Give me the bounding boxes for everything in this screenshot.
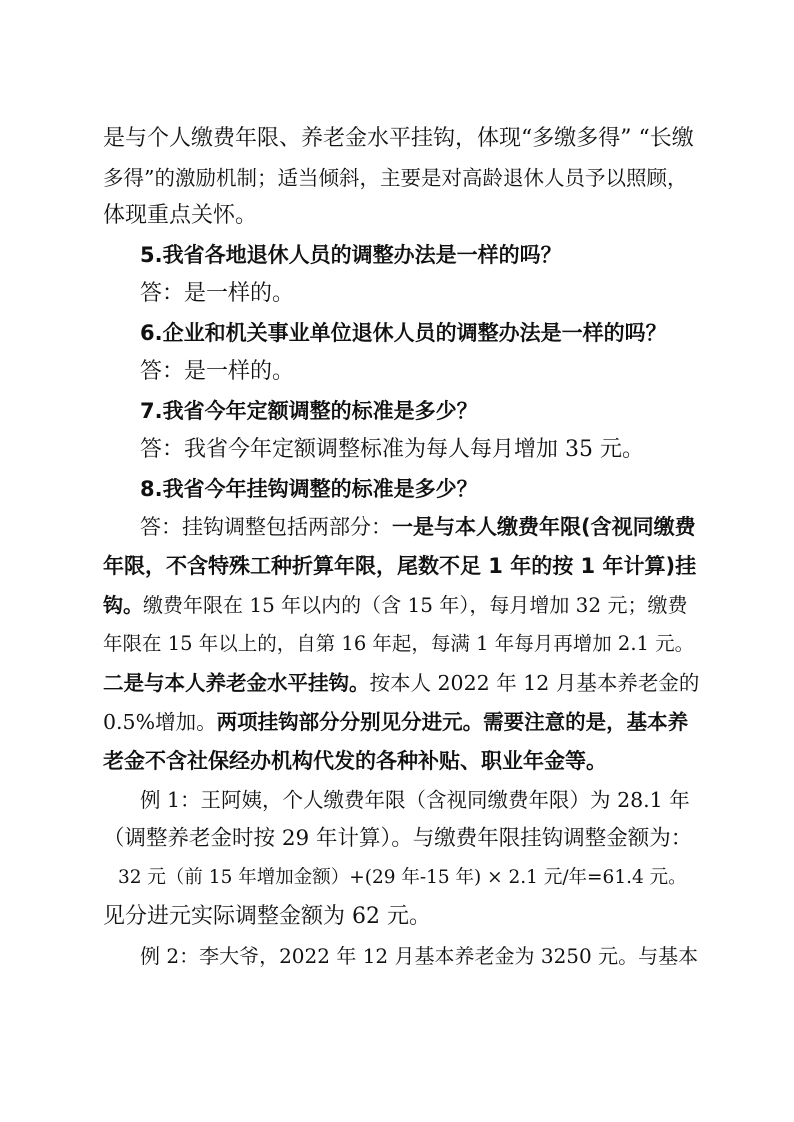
example-1-line: 例 1：王阿姨，个人缴费年限（含视同缴费年限）为 28.1 年: [140, 788, 690, 812]
example-1-line: （调整养老金时按 29 年计算）。与缴费年限挂钩调整金额为：: [103, 826, 693, 851]
example-2-line: 例 2：李大爷，2022 年 12 月基本养老金为 3250 元。与基本: [140, 944, 699, 968]
question-6: 6.企业和机关事业单位退休人员的调整办法是一样的吗？: [140, 321, 667, 345]
question-8: 8.我省今年挂钩调整的标准是多少？: [140, 477, 478, 501]
question-7: 7.我省今年定额调整的标准是多少？: [140, 399, 478, 423]
question-5: 5.我省各地退休人员的调整办法是一样的吗？: [140, 243, 562, 267]
answer-8-text: 0.5%增加。: [103, 710, 217, 734]
answer-5: 答：是一样的。: [140, 281, 295, 306]
answer-8-text: 按本人 2022 年 12 月基本养老金的: [369, 671, 700, 695]
paragraph-line: 体现重点关怀。: [103, 203, 258, 228]
answer-8-emphasis: 二是与本人养老金水平挂钩。: [103, 671, 370, 695]
answer-8-line: [103, 705, 688, 739]
answer-7: 答：我省今年定额调整标准为每人每月增加 35 元。: [140, 437, 644, 462]
answer-8-emphasis: 年限，不含特殊工种折算年限，尾数不足 1 年的按 1 年计算)挂: [103, 554, 697, 578]
paragraph-line: 多得”的激励机制；适当倾斜，主要是对高龄退休人员予以照顾，: [103, 166, 688, 190]
answer-8-text: 答：挂钩调整包括两部分：: [140, 515, 392, 539]
answer-8-text: 缴费年限在 15 年以内的（含 15 年），每月增加 32 元；缴费: [143, 593, 688, 617]
example-1-line: 见分进元实际调整金额为 62 元。: [103, 904, 431, 929]
answer-8-line: [103, 588, 688, 622]
answer-8-text: 年限在 15 年以上的，自第 16 年起，每满 1 年每月再增加 2.1 元。: [103, 632, 695, 655]
paragraph-line: 是与个人缴费年限、养老金水平挂钩，体现“多缴多得” “长缴: [103, 126, 694, 151]
answer-8-emphasis: 两项挂钩部分分别见分进元。需要注意的是，基本养: [216, 710, 689, 734]
answer-6: 答：是一样的。: [140, 359, 295, 384]
answer-8-line: [103, 666, 699, 700]
answer-8-emphasis: 钩。: [103, 593, 143, 617]
answer-8-emphasis: 一是与本人缴费年限(含视同缴费: [392, 515, 696, 539]
answer-8-emphasis: 老金不含社保经办机构代发的各种补贴、职业年金等。: [103, 749, 607, 773]
example-1-formula: 32 元（前 15 年增加金额）+(29 年-15 年) × 2.1 元/年=61.4 元。: [118, 867, 687, 888]
answer-8-line: [140, 510, 696, 544]
